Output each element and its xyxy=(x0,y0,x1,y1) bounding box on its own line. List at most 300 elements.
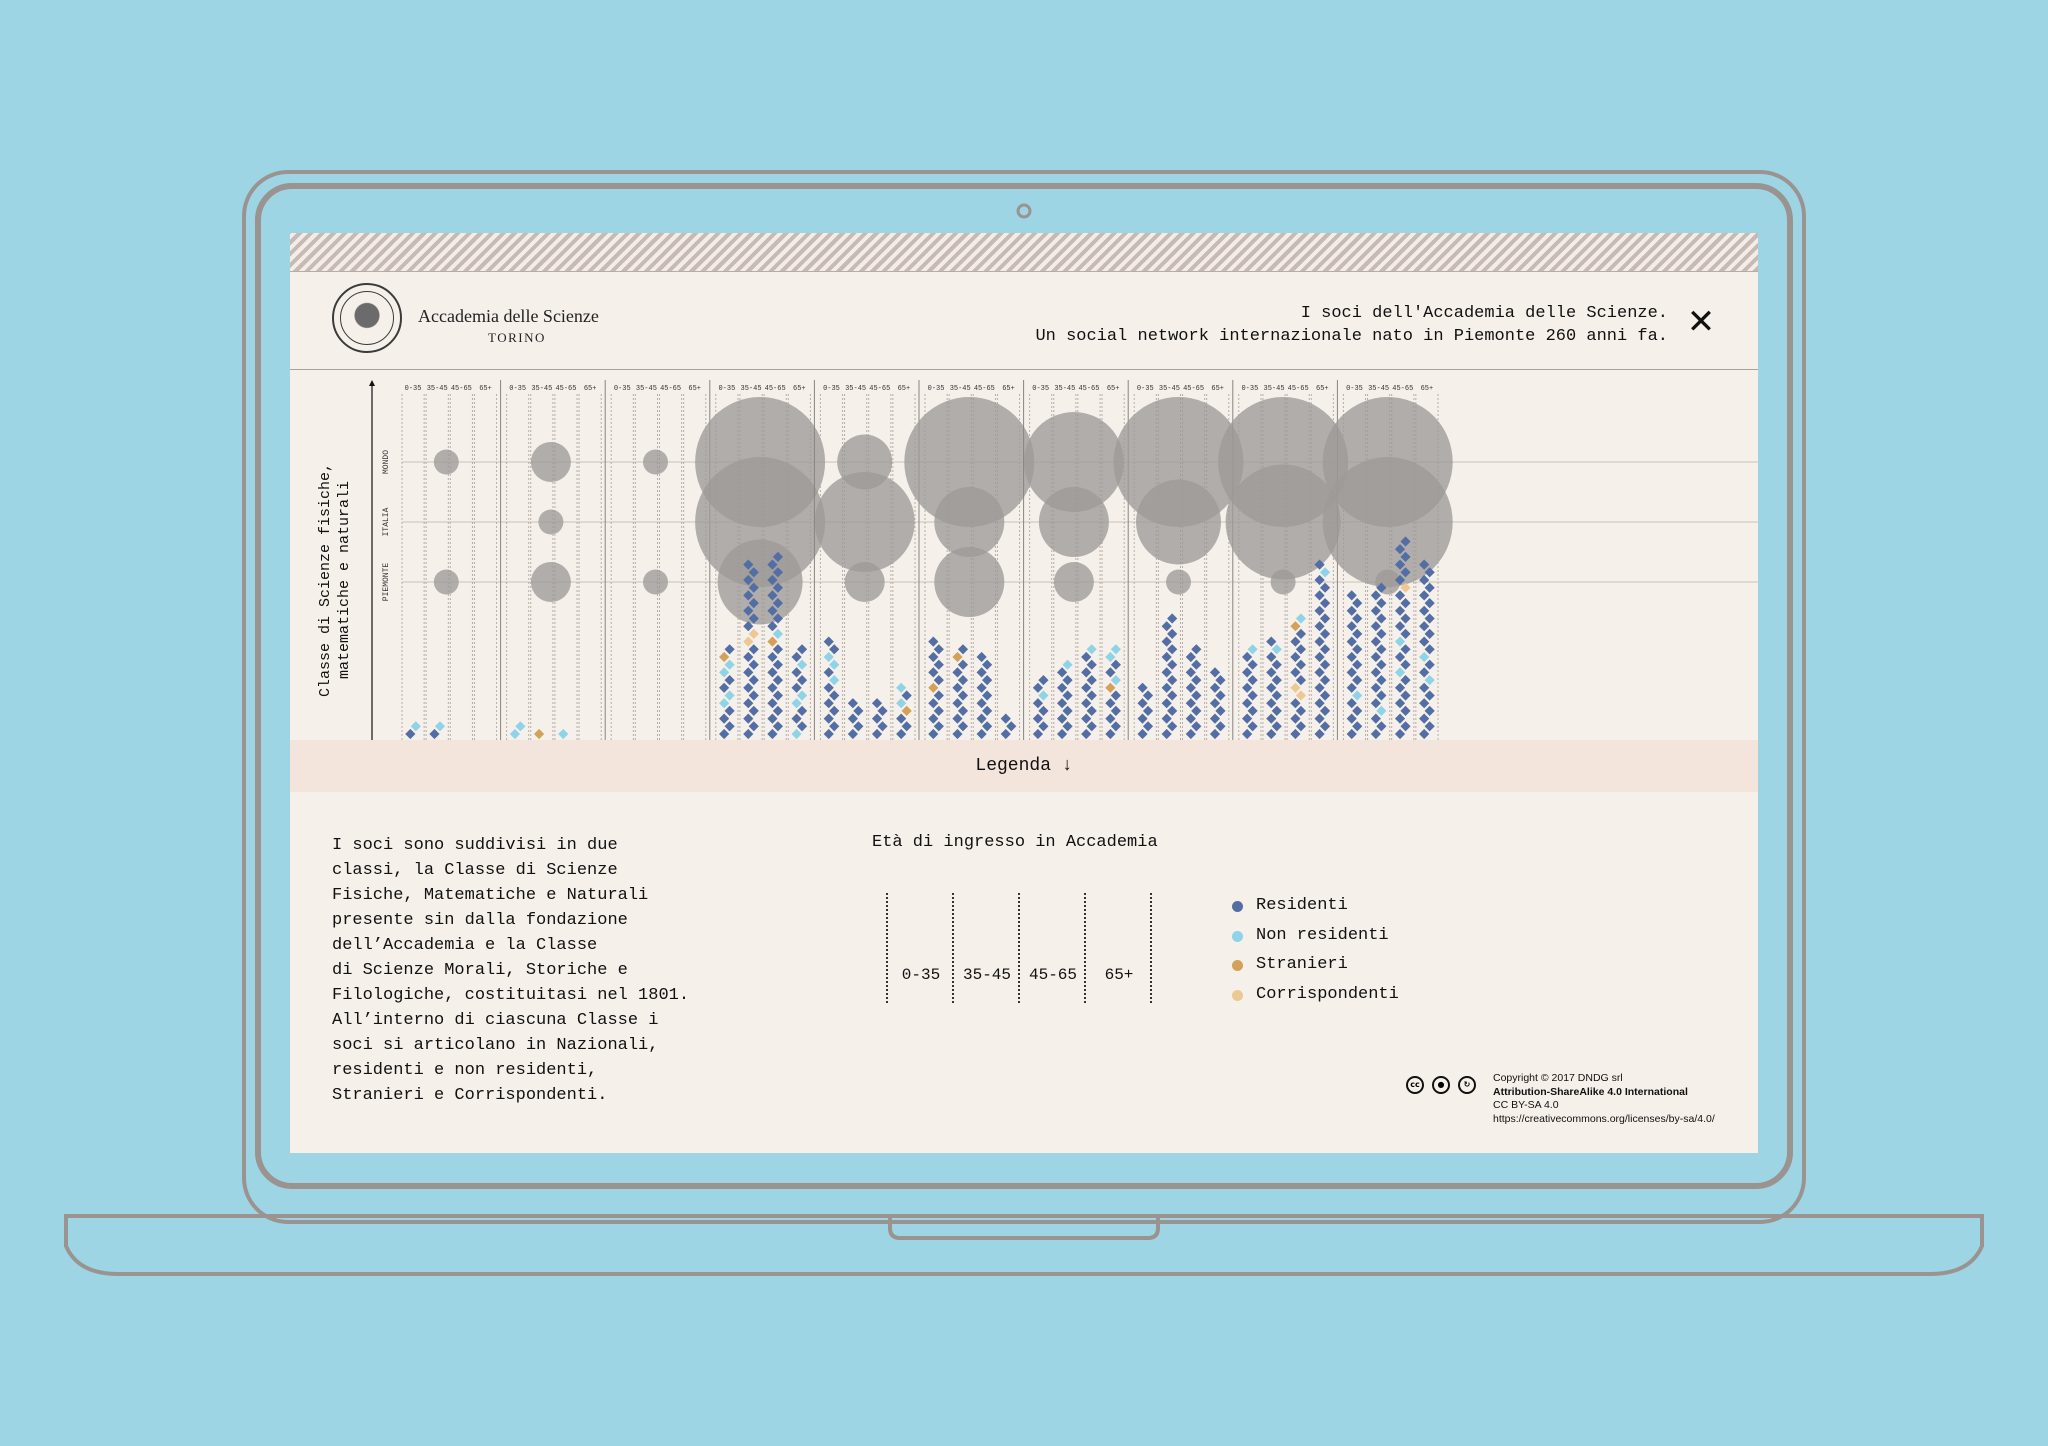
member-diamond xyxy=(1062,721,1072,731)
bubble xyxy=(934,487,1004,557)
member-diamond xyxy=(1290,667,1300,677)
member-diamond xyxy=(1296,675,1306,685)
member-diamond xyxy=(829,660,839,670)
member-diamond xyxy=(1314,637,1324,647)
member-diamond xyxy=(824,729,834,739)
member-diamond xyxy=(952,729,962,739)
member-diamond xyxy=(952,698,962,708)
member-diamond xyxy=(725,644,735,654)
age-tick-label: 35-45 xyxy=(635,385,657,393)
member-diamond xyxy=(1215,690,1225,700)
member-diamond xyxy=(1087,660,1097,670)
member-diamond xyxy=(958,660,968,670)
member-diamond xyxy=(896,698,906,708)
member-diamond xyxy=(1419,652,1429,662)
age-tick-label: 45-65 xyxy=(764,385,786,393)
member-diamond xyxy=(1395,621,1405,631)
member-diamond xyxy=(958,721,968,731)
member-diamond xyxy=(1191,644,1201,654)
member-diamond xyxy=(1371,590,1381,600)
member-diamond xyxy=(934,660,944,670)
member-diamond xyxy=(1400,706,1410,716)
member-diamond xyxy=(1167,675,1177,685)
by-icon: ● xyxy=(1432,1076,1450,1094)
member-diamond xyxy=(1320,644,1330,654)
bubble xyxy=(845,562,885,602)
member-diamond xyxy=(1137,729,1147,739)
member-diamond xyxy=(1266,714,1276,724)
legend-item-corrispondenti xyxy=(1232,980,1399,1010)
member-diamond xyxy=(1395,606,1405,616)
bubble xyxy=(643,450,668,475)
member-diamond xyxy=(1290,652,1300,662)
member-diamond xyxy=(1347,714,1357,724)
member-diamond xyxy=(797,644,807,654)
member-diamond xyxy=(1296,721,1306,731)
age-tick-label: 35-45 xyxy=(845,385,867,393)
member-diamond xyxy=(1242,698,1252,708)
member-diamond xyxy=(877,721,887,731)
member-diamond xyxy=(1347,606,1357,616)
member-diamond xyxy=(928,652,938,662)
member-diamond xyxy=(977,667,987,677)
age-scale xyxy=(886,893,1176,1013)
member-diamond xyxy=(773,644,783,654)
cc-icon: cc xyxy=(1406,1076,1424,1094)
member-diamond xyxy=(1347,698,1357,708)
member-diamond xyxy=(1191,690,1201,700)
member-diamond xyxy=(1186,667,1196,677)
member-diamond xyxy=(1210,729,1220,739)
bubble xyxy=(1136,480,1221,565)
member-diamond xyxy=(1162,729,1172,739)
member-diamond xyxy=(1419,698,1429,708)
member-diamond xyxy=(1162,698,1172,708)
member-diamond xyxy=(902,706,912,716)
member-diamond xyxy=(977,729,987,739)
member-diamond xyxy=(1215,721,1225,731)
member-diamond xyxy=(1143,690,1153,700)
member-diamond xyxy=(982,721,992,731)
member-diamond xyxy=(958,644,968,654)
member-diamond xyxy=(1143,721,1153,731)
age-tick-label: 45-65 xyxy=(1392,385,1414,393)
age-tick xyxy=(952,893,954,1003)
member-diamond xyxy=(1347,621,1357,631)
member-diamond xyxy=(1186,729,1196,739)
member-diamond xyxy=(1371,606,1381,616)
member-diamond xyxy=(1210,667,1220,677)
member-diamond xyxy=(749,706,759,716)
license-copyright: Copyright © 2017 DNDG srl xyxy=(1493,1072,1623,1084)
license-url[interactable]: https://creativecommons.org/licenses/by-sa/4.0/ xyxy=(1493,1112,1715,1125)
bubble xyxy=(1166,570,1191,595)
member-diamond xyxy=(1290,698,1300,708)
member-diamond xyxy=(719,729,729,739)
member-diamond xyxy=(773,690,783,700)
member-diamond xyxy=(928,729,938,739)
member-diamond xyxy=(1352,598,1362,608)
member-diamond xyxy=(1081,652,1091,662)
member-diamond xyxy=(958,690,968,700)
member-diamond xyxy=(719,652,729,662)
member-diamond xyxy=(773,660,783,670)
member-diamond xyxy=(1400,629,1410,639)
member-diamond xyxy=(1425,583,1435,593)
member-diamond xyxy=(1290,729,1300,739)
member-diamond xyxy=(1105,667,1115,677)
member-diamond xyxy=(982,690,992,700)
bubble xyxy=(643,570,668,595)
member-diamond xyxy=(797,660,807,670)
member-diamond xyxy=(1186,652,1196,662)
member-diamond xyxy=(1352,629,1362,639)
member-diamond xyxy=(1371,667,1381,677)
sa-icon: ↻ xyxy=(1458,1076,1476,1094)
age-tick-label: 35-45 xyxy=(1263,385,1285,393)
member-diamond xyxy=(773,629,783,639)
age-tick-label: 45-65 xyxy=(1183,385,1205,393)
age-label: 35-45 xyxy=(962,966,1011,984)
member-diamond xyxy=(1290,637,1300,647)
member-diamond xyxy=(1062,660,1072,670)
age-tick-label: 35-45 xyxy=(1368,385,1390,393)
member-diamond xyxy=(1111,690,1121,700)
member-diamond xyxy=(848,698,858,708)
member-diamond xyxy=(1419,621,1429,631)
member-diamond xyxy=(1081,729,1091,739)
member-diamond xyxy=(958,675,968,685)
age-tick-label: 35-45 xyxy=(1158,385,1180,393)
member-diamond xyxy=(1425,690,1435,700)
member-diamond xyxy=(958,706,968,716)
member-diamond xyxy=(1272,675,1282,685)
member-diamond xyxy=(1215,706,1225,716)
member-diamond xyxy=(1395,652,1405,662)
age-tick xyxy=(1084,893,1086,1003)
bubble xyxy=(538,510,563,535)
member-diamond xyxy=(1314,698,1324,708)
member-diamond xyxy=(1272,721,1282,731)
member-diamond xyxy=(1162,621,1172,631)
member-diamond xyxy=(1376,629,1386,639)
bubble xyxy=(1271,570,1296,595)
chart-svg xyxy=(290,370,1758,740)
age-label: 45-65 xyxy=(1028,966,1077,984)
member-diamond xyxy=(719,698,729,708)
member-diamond xyxy=(982,675,992,685)
license-name: Attribution-ShareAlike 4.0 International xyxy=(1493,1085,1688,1098)
age-tick-label: 65+ xyxy=(1002,385,1015,393)
member-diamond xyxy=(1105,698,1115,708)
member-diamond xyxy=(743,683,753,693)
member-diamond xyxy=(1400,721,1410,731)
age-tick-label: 0-35 xyxy=(509,385,527,393)
member-diamond xyxy=(977,714,987,724)
member-diamond xyxy=(1395,714,1405,724)
member-diamond xyxy=(1314,714,1324,724)
page-title-line2: Un social network internazionale nato in Piemonte 260 anni fa. xyxy=(1035,327,1668,346)
member-diamond xyxy=(1081,698,1091,708)
member-diamond xyxy=(1062,675,1072,685)
member-diamond xyxy=(977,652,987,662)
age-tick xyxy=(886,893,888,1003)
member-diamond xyxy=(719,667,729,677)
member-diamond xyxy=(534,729,544,739)
member-diamond xyxy=(1167,629,1177,639)
member-diamond xyxy=(797,690,807,700)
age-tick-label: 65+ xyxy=(1420,385,1434,393)
member-diamond xyxy=(1371,637,1381,647)
member-diamond xyxy=(749,690,759,700)
member-diamond xyxy=(1087,675,1097,685)
member-diamond xyxy=(1314,729,1324,739)
legend-toggle-button[interactable]: Legenda ↓ xyxy=(290,740,1758,792)
member-diamond xyxy=(1038,675,1048,685)
license-text xyxy=(1493,1072,1715,1126)
member-diamond xyxy=(749,675,759,685)
age-tick-label: 0-35 xyxy=(1346,385,1363,393)
member-diamond xyxy=(1191,706,1201,716)
member-diamond xyxy=(848,729,858,739)
legend-item-non-residenti xyxy=(1232,921,1399,951)
member-diamond xyxy=(824,637,834,647)
member-diamond xyxy=(1248,660,1258,670)
bubble xyxy=(1375,570,1400,595)
member-diamond xyxy=(1400,598,1410,608)
member-diamond xyxy=(1191,660,1201,670)
age-tick-label: 65+ xyxy=(897,385,911,393)
member-diamond xyxy=(1296,644,1306,654)
member-diamond xyxy=(902,690,912,700)
chart-area[interactable] xyxy=(290,370,1758,740)
member-diamond xyxy=(1272,660,1282,670)
member-diamond xyxy=(743,729,753,739)
age-tick-label: 45-65 xyxy=(973,385,995,393)
age-tick-label: 65+ xyxy=(1316,385,1329,393)
member-diamond xyxy=(1191,675,1201,685)
age-tick-label: 45-65 xyxy=(869,385,891,393)
age-tick xyxy=(1150,893,1152,1003)
member-diamond xyxy=(1314,652,1324,662)
member-diamond xyxy=(1242,652,1252,662)
license-short: CC BY-SA 4.0 xyxy=(1493,1099,1559,1111)
y-axis-label-line2: matematiche e naturali xyxy=(336,480,353,680)
level-label: MONDO xyxy=(382,449,391,475)
top-stripe xyxy=(290,233,1758,272)
bubble xyxy=(531,562,571,602)
member-diamond xyxy=(743,667,753,677)
member-diamond xyxy=(725,721,735,731)
member-diamond xyxy=(725,660,735,670)
member-diamond xyxy=(1167,690,1177,700)
member-diamond xyxy=(872,729,882,739)
age-tick-label: 0-35 xyxy=(823,385,840,393)
member-diamond xyxy=(1057,667,1067,677)
member-diamond xyxy=(1425,706,1435,716)
member-diamond xyxy=(934,690,944,700)
member-diamond xyxy=(1347,729,1357,739)
member-diamond xyxy=(1266,652,1276,662)
member-diamond xyxy=(1320,613,1330,623)
member-diamond xyxy=(848,714,858,724)
member-diamond xyxy=(1296,706,1306,716)
member-diamond xyxy=(1191,721,1201,731)
member-diamond xyxy=(1400,690,1410,700)
bubble xyxy=(718,540,803,625)
member-diamond xyxy=(1320,690,1330,700)
member-diamond xyxy=(928,667,938,677)
y-axis-label-line1: Classe di Scienze fisiche, xyxy=(317,462,334,698)
member-diamond xyxy=(1419,683,1429,693)
age-tick-label: 45-65 xyxy=(1078,385,1100,393)
member-diamond xyxy=(1320,567,1330,577)
member-diamond xyxy=(1272,644,1282,654)
age-tick-label: 65+ xyxy=(1211,385,1225,393)
member-diamond xyxy=(797,675,807,685)
member-diamond xyxy=(791,667,801,677)
member-diamond xyxy=(1210,683,1220,693)
member-diamond xyxy=(1352,613,1362,623)
member-diamond xyxy=(1395,667,1405,677)
age-tick-label: 45-65 xyxy=(555,385,577,393)
member-diamond xyxy=(877,706,887,716)
member-diamond xyxy=(1347,637,1357,647)
member-diamond xyxy=(1210,714,1220,724)
member-diamond xyxy=(1320,706,1330,716)
member-diamond xyxy=(824,698,834,708)
member-diamond xyxy=(767,714,777,724)
member-diamond xyxy=(743,698,753,708)
member-diamond xyxy=(1352,706,1362,716)
bubble xyxy=(815,472,915,572)
member-diamond xyxy=(1352,721,1362,731)
member-diamond xyxy=(1272,706,1282,716)
member-diamond xyxy=(1419,606,1429,616)
member-diamond xyxy=(405,729,415,739)
member-diamond xyxy=(1376,598,1386,608)
member-diamond xyxy=(1395,590,1405,600)
member-diamond xyxy=(558,729,568,739)
member-diamond xyxy=(1242,729,1252,739)
member-diamond xyxy=(1272,690,1282,700)
member-diamond xyxy=(1419,637,1429,647)
bubble xyxy=(1039,487,1109,557)
member-diamond xyxy=(1033,683,1043,693)
member-diamond xyxy=(1320,660,1330,670)
member-diamond xyxy=(1400,644,1410,654)
member-diamond xyxy=(1105,683,1115,693)
legend-description: I soci sono suddivisi in due classi, la Classe di Scienze Fisiche, Matematiche e Naturali presente sin dalla fondazione dell’Accademia e la Classe di Scienze Morali, Storiche e Filologiche, costituitasi nel 1801. All’interno di ciascuna Classe i soci si articolano in Nazionali, residenti e non residenti, Stranieri e Corrispondenti. xyxy=(332,836,690,1105)
member-diamond xyxy=(1167,613,1177,623)
close-icon: ✕ xyxy=(1686,302,1716,342)
member-diamond xyxy=(1320,583,1330,593)
legend-dot xyxy=(1232,960,1243,971)
close-button[interactable] xyxy=(1686,302,1716,342)
member-diamond xyxy=(1266,667,1276,677)
member-diamond xyxy=(1395,729,1405,739)
member-diamond xyxy=(1347,590,1357,600)
member-diamond xyxy=(1143,706,1153,716)
member-diamond xyxy=(767,637,777,647)
age-tick-label: 35-45 xyxy=(949,385,971,393)
member-diamond xyxy=(1248,675,1258,685)
member-diamond xyxy=(1419,714,1429,724)
member-diamond xyxy=(896,683,906,693)
member-diamond xyxy=(977,683,987,693)
member-diamond xyxy=(824,652,834,662)
legend-dot xyxy=(1232,990,1243,1001)
member-diamond xyxy=(952,652,962,662)
member-diamond xyxy=(1419,729,1429,739)
member-diamond xyxy=(1314,575,1324,585)
member-diamond xyxy=(1376,706,1386,716)
member-diamond xyxy=(1314,683,1324,693)
member-diamond xyxy=(1137,683,1147,693)
member-diamond xyxy=(1347,667,1357,677)
member-diamond xyxy=(1111,644,1121,654)
member-diamond xyxy=(1395,637,1405,647)
member-diamond xyxy=(1248,690,1258,700)
member-diamond xyxy=(829,675,839,685)
member-diamond xyxy=(1105,652,1115,662)
member-diamond xyxy=(1376,721,1386,731)
member-diamond xyxy=(829,721,839,731)
age-tick-label: 65+ xyxy=(688,385,702,393)
legend-label: Non residenti xyxy=(1256,925,1389,945)
page-title-line1: I soci dell'Accademia delle Scienze. xyxy=(1300,304,1668,323)
logo-name: Accademia delle Scienze xyxy=(418,306,599,326)
legend-label: Corrispondenti xyxy=(1256,984,1399,1004)
color-legend xyxy=(1232,891,1399,1009)
member-diamond xyxy=(1248,706,1258,716)
member-diamond xyxy=(928,698,938,708)
member-diamond xyxy=(1137,714,1147,724)
member-diamond xyxy=(1057,729,1067,739)
member-diamond xyxy=(982,660,992,670)
age-tick-label: 0-35 xyxy=(927,385,945,393)
member-diamond xyxy=(767,683,777,693)
member-diamond xyxy=(1266,698,1276,708)
member-diamond xyxy=(1111,675,1121,685)
member-diamond xyxy=(1162,667,1172,677)
member-diamond xyxy=(1057,683,1067,693)
member-diamond xyxy=(1162,637,1172,647)
member-diamond xyxy=(719,683,729,693)
age-tick-label: 0-35 xyxy=(718,385,736,393)
member-diamond xyxy=(829,644,839,654)
legend-item-stranieri xyxy=(1232,950,1399,980)
member-diamond xyxy=(928,637,938,647)
member-diamond xyxy=(1290,683,1300,693)
member-diamond xyxy=(791,683,801,693)
legend-item-residenti xyxy=(1232,891,1399,921)
member-diamond xyxy=(1215,675,1225,685)
member-diamond xyxy=(1352,660,1362,670)
member-diamond xyxy=(435,721,445,731)
age-tick-label: 35-45 xyxy=(740,385,762,393)
member-diamond xyxy=(853,721,863,731)
member-diamond xyxy=(829,690,839,700)
bubble xyxy=(1054,562,1094,602)
member-diamond xyxy=(1087,706,1097,716)
member-diamond xyxy=(1400,660,1410,670)
age-tick-label: 45-65 xyxy=(660,385,682,393)
member-diamond xyxy=(1371,652,1381,662)
member-diamond xyxy=(773,706,783,716)
member-diamond xyxy=(1162,683,1172,693)
member-diamond xyxy=(1167,644,1177,654)
